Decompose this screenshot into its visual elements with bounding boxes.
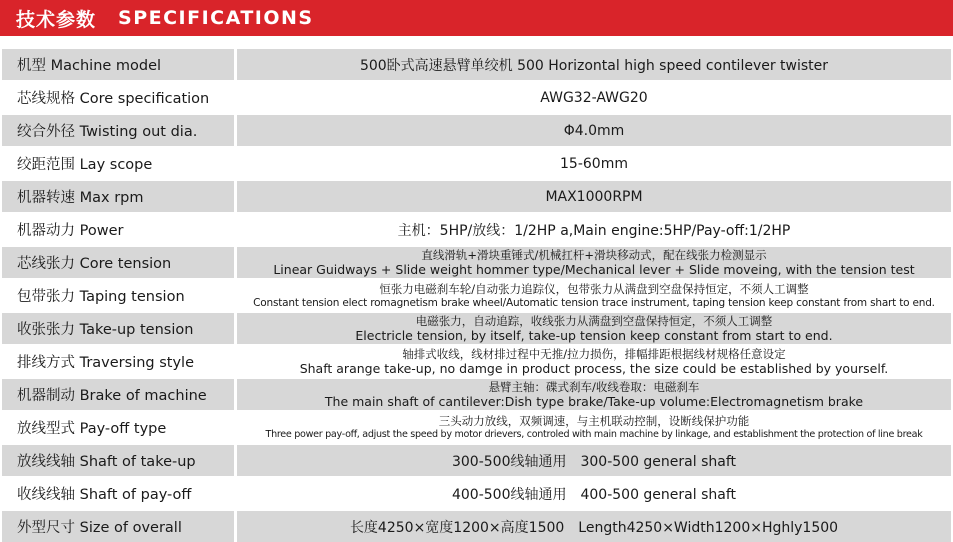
spec-value-en: Electricle tension, by itself, take-up tension keep constant from start to end. xyxy=(355,328,833,343)
spec-row-take-up-tension xyxy=(2,313,951,344)
spec-value xyxy=(237,445,951,476)
spec-row-core-specification xyxy=(2,82,951,113)
spec-label: 芯线张力 Core tension xyxy=(2,247,234,278)
spec-value xyxy=(237,412,951,443)
spec-label: 放线型式 Pay-off type xyxy=(2,412,234,443)
spec-row-size-of-overall xyxy=(2,511,951,542)
spec-value xyxy=(237,49,951,80)
spec-row-taping-tension xyxy=(2,280,951,311)
spec-value-text: MAX1000RPM xyxy=(545,188,643,205)
spec-value-text: 400-500线轴通用 400-500 general shaft xyxy=(451,486,737,503)
spec-value xyxy=(237,247,951,278)
spec-row-machine-model xyxy=(2,49,951,80)
spec-row-lay-scope xyxy=(2,148,951,179)
spec-row-brake-of-machine xyxy=(2,379,951,410)
spec-value-text: 300-500线轴通用 300-500 general shaft xyxy=(451,453,737,470)
spec-value-cn: 悬臂主轴：碟式刹车/收线卷取：电磁刹车 xyxy=(488,380,700,394)
spec-label: 收线线轴 Shaft of pay-off xyxy=(2,478,234,509)
spec-label: 机器转速 Max rpm xyxy=(2,181,234,212)
spec-label: 绞距范围 Lay scope xyxy=(2,148,234,179)
spec-value-cn: 轴排式收线，线材排过程中无推/拉力损伤，排幅排距根据线材规格任意设定 xyxy=(402,347,786,361)
spec-value-cn: 恒张力电磁刹车轮/自动张力追踪仪，包带张力从满盘到空盘保持恒定，不须人工调整 xyxy=(379,281,809,296)
spec-value xyxy=(237,148,951,179)
spec-value-text: 长度4250×宽度1200×高度1500 Length4250×Width1200×Hghly1500 xyxy=(349,519,839,536)
spec-value-cn: 电磁张力，自动追踪，收线张力从满盘到空盘保持恒定，不须人工调整 xyxy=(415,314,773,328)
spec-label: 机型 Machine model xyxy=(2,49,234,80)
spec-row-max-rpm xyxy=(2,181,951,212)
spec-value-text: Φ4.0mm xyxy=(563,122,625,139)
specifications-header xyxy=(0,0,953,36)
spec-label: 机器制动 Brake of machine xyxy=(2,379,234,410)
spec-row-core-tension xyxy=(2,247,951,278)
spec-value xyxy=(237,280,951,311)
spec-value xyxy=(237,313,951,344)
header-title-cn: 技术参数 xyxy=(16,8,97,31)
spec-value-en: Constant tension elect romagnetism brake wheel/Automatic tension trace instrument, taping tension keep constant from shart to end. xyxy=(253,296,935,309)
spec-value-text: 15-60mm xyxy=(560,155,628,172)
spec-row-twisting-out-dia xyxy=(2,115,951,146)
spec-value xyxy=(237,379,951,410)
spec-value-en: The main shaft of cantilever:Dish type brake/Take-up volume:Electromagnetism brake xyxy=(324,394,864,409)
specifications-table xyxy=(2,49,951,542)
spec-value xyxy=(237,511,951,542)
spec-value xyxy=(237,478,951,509)
spec-label: 收张张力 Take-up tension xyxy=(2,313,234,344)
spec-value xyxy=(237,181,951,212)
spec-row-traversing-style xyxy=(2,346,951,377)
spec-label: 外型尺寸 Size of overall xyxy=(2,511,234,542)
spec-value-en: Three power pay-off, adjust the speed by motor drievers, controled with main machine by linkage, and establishment the protection of line break xyxy=(265,428,923,440)
spec-label: 放线线轴 Shaft of take-up xyxy=(2,445,234,476)
spec-value xyxy=(237,115,951,146)
spec-row-shaft-of-pay-off xyxy=(2,478,951,509)
spec-value-cn: 直线滑轨+滑块重锤式/机械扛杆+滑块移动式，配在线张力检测显示 xyxy=(421,248,767,262)
spec-label: 芯线规格 Core specification xyxy=(2,82,234,113)
spec-value-en: Linear Guidways + Slide weight hommer type/Mechanical lever + Slide moveing, with the tension test xyxy=(273,262,915,277)
spec-label: 包带张力 Taping tension xyxy=(2,280,234,311)
spec-label: 机器动力 Power xyxy=(2,214,234,245)
spec-value-text: AWG32-AWG20 xyxy=(540,89,648,106)
spec-label: 排线方式 Traversing style xyxy=(2,346,234,377)
spec-row-pay-off-type xyxy=(2,412,951,443)
spec-label: 绞合外径 Twisting out dia. xyxy=(2,115,234,146)
spec-value-text: 主机：5HP/放线：1/2HP a,Main engine:5HP/Pay-off:1/2HP xyxy=(397,222,791,239)
spec-value xyxy=(237,346,951,377)
spec-row-power xyxy=(2,214,951,245)
header-title-en: SPECIFICATIONS xyxy=(118,7,314,29)
spec-value xyxy=(237,82,951,113)
spec-row-shaft-of-take-up xyxy=(2,445,951,476)
spec-value-text: 500卧式高速悬臂单绞机 500 Horizontal high speed contilever twister xyxy=(359,57,829,74)
spec-value-en: Shaft arange take-up, no damge in product process, the size could be established by yourself. xyxy=(299,361,889,376)
spec-value-cn: 三头动力放线，双频调速，与主机联动控制，设断线保护功能 xyxy=(438,413,750,428)
spec-value xyxy=(237,214,951,245)
